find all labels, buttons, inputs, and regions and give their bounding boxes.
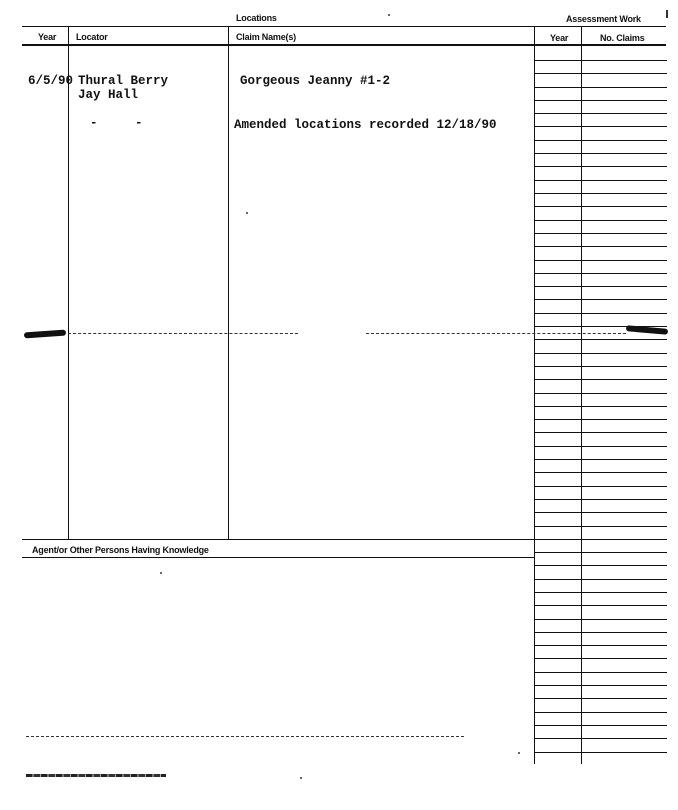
- locator-name-1: Thural Berry: [78, 74, 169, 88]
- assessment-row-line: [535, 619, 667, 620]
- assessment-row-line: [535, 672, 667, 673]
- assessment-row-line: [535, 366, 667, 367]
- divider-aw-year-noclaims: [581, 27, 582, 764]
- assessment-row-line: [535, 446, 667, 447]
- assessment-row-line: [535, 379, 667, 380]
- col-aw-year-header: Year: [550, 33, 569, 43]
- assessment-row-line: [535, 193, 667, 194]
- divider-year-locator: [68, 27, 69, 539]
- speck-4: [518, 752, 520, 754]
- assessment-row-line: [535, 645, 667, 646]
- assessment-row-line: [535, 592, 667, 593]
- speck-5: [300, 777, 302, 779]
- assessment-row-line: [535, 326, 667, 327]
- fold-line-right: [366, 333, 626, 334]
- header-bottom-rule: [22, 44, 666, 46]
- speck-3: [388, 14, 390, 16]
- assessment-row-line: [535, 738, 667, 739]
- assessment-row-line: [535, 140, 667, 141]
- assessment-row-line: [535, 552, 667, 553]
- speck-6: [666, 10, 668, 18]
- assessment-row-line: [535, 126, 667, 127]
- amended-note: Amended locations recorded 12/18/90: [234, 118, 497, 132]
- assessment-row-line: [535, 339, 667, 340]
- assessment-row-line: [535, 579, 667, 580]
- assessment-row-line: [535, 299, 667, 300]
- assessment-row-line: [535, 499, 667, 500]
- assessment-row-line: [535, 60, 667, 61]
- assessment-row-line: [535, 565, 667, 566]
- assessment-row-line: [535, 406, 667, 407]
- header-top-rule: [22, 26, 666, 27]
- claim-name: Gorgeous Jeanny #1-2: [240, 74, 391, 88]
- assessment-row-line: [535, 605, 667, 606]
- assessment-row-line: [535, 353, 667, 354]
- agent-label: Agent/or Other Persons Having Knowledge: [32, 545, 209, 555]
- speck-1: [160, 572, 162, 574]
- fold-line-left: [68, 333, 298, 334]
- assessment-row-line: [535, 632, 667, 633]
- entry-date: 6/5/90: [28, 74, 74, 88]
- col-no-claims-header: No. Claims: [600, 33, 645, 43]
- assessment-row-line: [535, 459, 667, 460]
- assessment-row-line: [535, 512, 667, 513]
- assessment-row-line: [535, 685, 667, 686]
- assessment-row-line: [535, 180, 667, 181]
- agent-section-top-rule: [22, 539, 535, 540]
- assessment-row-line: [535, 419, 667, 420]
- locator-name-2: Jay Hall: [78, 88, 139, 102]
- assessment-row-line: [535, 393, 667, 394]
- assessment-row-line: [535, 220, 667, 221]
- col-claim-names-header: Claim Name(s): [236, 32, 296, 42]
- assessment-row-line: [535, 233, 667, 234]
- assessment-row-line: [535, 725, 667, 726]
- assessment-row-line: [535, 472, 667, 473]
- bottom-fold-line: [26, 736, 464, 737]
- assessment-row-line: [535, 87, 667, 88]
- col-year-header: Year: [38, 32, 57, 42]
- bottom-smudge: [26, 774, 166, 777]
- ink-mark-left: [24, 330, 66, 339]
- divider-locator-claim: [228, 27, 229, 539]
- assessment-row-line: [535, 752, 667, 753]
- locations-header: Locations: [236, 13, 277, 23]
- assessment-row-line: [535, 73, 667, 74]
- assessment-row-line: [535, 539, 667, 540]
- assessment-row-line: [535, 246, 667, 247]
- assessment-row-line: [535, 698, 667, 699]
- assessment-row-line: [535, 166, 667, 167]
- assessment-row-line: [535, 153, 667, 154]
- locator-dashes: - -: [90, 116, 143, 130]
- assessment-row-line: [535, 286, 667, 287]
- assessment-row-line: [535, 100, 667, 101]
- assessment-work-header: Assessment Work: [566, 14, 641, 24]
- assessment-row-line: [535, 273, 667, 274]
- assessment-row-line: [535, 658, 667, 659]
- assessment-row-line: [535, 113, 667, 114]
- speck-2: [246, 212, 248, 214]
- assessment-row-line: [535, 206, 667, 207]
- agent-section-rule: [22, 557, 535, 558]
- col-locator-header: Locator: [76, 32, 108, 42]
- assessment-row-line: [535, 526, 667, 527]
- assessment-row-line: [535, 260, 667, 261]
- assessment-row-line: [535, 432, 667, 433]
- assessment-row-line: [535, 313, 667, 314]
- divider-claim-assessment: [534, 27, 535, 764]
- assessment-row-line: [535, 712, 667, 713]
- assessment-row-line: [535, 486, 667, 487]
